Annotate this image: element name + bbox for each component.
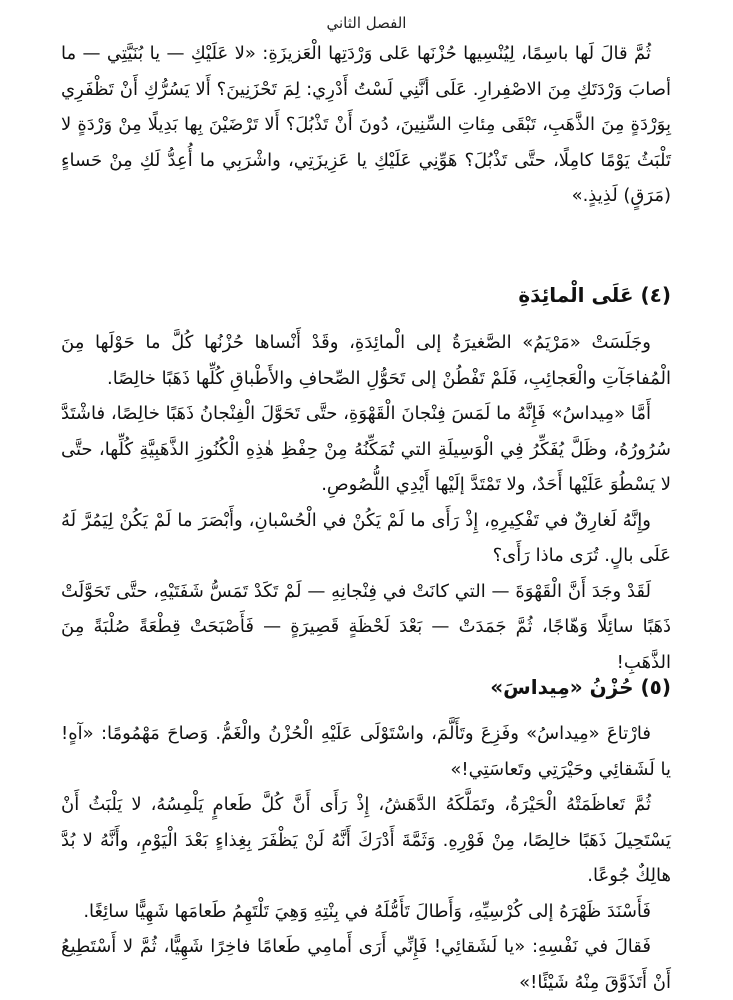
section-heading-5: (٥) حُزْنُ «مِيداسَ» <box>490 675 671 699</box>
paragraph: وإِنَّهُ لَغارِقٌ في تَفْكِيرِهِ، إِذْ رَأَى ما لَمْ يَكُنْ في الْحُسْبانِ، وأَبْصَرَ ما لَمْ يَكُنْ لِيَمُرَّ لَهُ عَلَى بالٍ. تُرَى ماذا رَأَى؟ <box>61 509 671 566</box>
section-heading-4: (٤) عَلَى الْمائِدَةِ <box>518 283 671 307</box>
continued-section <box>61 36 671 214</box>
paragraph: فَقالَ في نَفْسِهِ: «يا لَشَقائِي! فَإِنِّي أَرَى أَمامِي طَعامًا فاخِرًا شَهِيًّا، ثُمَّ لا أَسْتَطِيعُ أَنْ أَتَذَوَّقَ مِنْهُ شَيْئًا!» <box>61 936 671 993</box>
running-head: الفصل الثاني <box>326 14 407 32</box>
paragraph: وجَلَسَتْ «مَرْيَمُ» الصَّغيرَةُ إلى الْمائِدَةِ، وقَدْ أَنْساها حُزْنُها كُلَّ ما حَوْلَها مِنَ الْمُفاجَآتِ والْعَجائِبِ، فَلَمْ تَفْطُنْ إلى تَحَوُّلِ الصِّحافِ والأَطْباقِ كُلِّها ذَهَبًا خالِصًا. <box>61 332 671 389</box>
section-4-body <box>61 325 671 680</box>
section-5-body <box>61 716 671 1000</box>
paragraph: لَقَدْ وجَدَ أَنَّ الْقَهْوَةَ — التي كانَتْ في فِنْجانِهِ — لَمْ تَكَدْ تَمَسُّ شَفَتَيْهِ، حتَّى تَحَوَّلَتْ ذَهَبًا سائِلًا وَهّاجًا، ثُمَّ جَمَدَتْ — بَعْدَ لَحْظَةٍ قَصِيرَةٍ — فَأَصْبَحَتْ قِطْعَةً صُلْبَةً مِنَ الذَّهَبِ! <box>61 580 671 673</box>
paragraph: فَأَسْنَدَ ظَهْرَهُ إلى كُرْسِيِّهِ، وَأَطالَ تَأَمُّلَهُ في بِنْتِهِ وَهِيَ تَلْتَهِمُ طَعامَها شَهِيًّا سائِغًا. <box>83 900 651 922</box>
paragraph: فارْتاعَ «مِيداسُ» وفَزِعَ وتَأَلَّمَ، واسْتَوْلَى عَلَيْهِ الْحُزْنُ والْغَمُّ. وَصاحَ مَهْمُومًا: «آهٍ! يا لَشَقائِي وحَيْرَتِي وتَعاسَتِي!» <box>61 723 671 780</box>
paragraph: ثُمَّ تَعاظَمَتْهُ الْحَيْرَةُ، وتَمَلَّكَهُ الدَّهَشُ، إِذْ رَأَى أَنَّ كُلَّ طَعامٍ يَلْمِسُهُ، لا يَلْبَثُ أَنْ يَسْتَحِيلَ ذَهَبًا خالِصًا، مِنْ فَوْرِهِ. وَثَمَّةَ أَدْرَكَ أَنَّهُ لَنْ يَظْفَرَ بِغِذاءٍ بَعْدَ الْيَوْمِ، وأَنَّهُ لا بُدَّ هالِكٌ جُوعًا. <box>61 794 671 886</box>
paragraph: أَمَّا «مِيداسُ» فَإِنَّهُ ما لَمَسَ فِنْجانَ الْقَهْوَةِ، حتَّى تَحَوَّلَ الْفِنْجانُ ذَهَبًا خالِصًا، فاشْتَدَّ سُرُورُهُ، وظَلَّ يُفَكِّرُ فِي الْوَسِيلَةِ التي تُمَكِّنُهُ مِنْ حِفْظِ هٰذِهِ الْكُنُوزِ الذَّهَبِيَّةِ كُلِّها، حتَّى لا يَسْطُوَ عَلَيْها أَحَدٌ، ولا تَمْتَدَّ إلَيْها أَيْدِي اللُّصُوصِ. <box>61 403 671 495</box>
paragraph: ثُمَّ قالَ لَها باسِمًا، لِيُنْسِيها حُزْنَها عَلى وَرْدَتِها الْعَزيزَةِ: «لا عَلَيْكِ — يا بُنَيَّتِي — ما أصابَ وَرْدَتَكِ مِنَ الاصْفِرارِ. عَلَى أنَّنِي لَسْتُ أَدْرِي: لِمَ تَحْزَنِينَ؟ أَلا يَسُرُّكِ أَنْ تَظْفَرِي بِوَرْدَةٍ مِنَ الذَّهَبِ، تَبْقَى مِئاتِ السِّنِينَ، دُونَ أَنْ تَذْبُلَ؟ أَلا تَرْضَيْنَ بِها بَدِيلًا مِنْ وَرْدَةٍ لا تَلْبَثُ يَوْمًا كامِلًا، حتَّى تَذْبُلَ؟ هَوِّنِي عَلَيْكِ يا عَزِيزَتِي، واشْرَبِي ما أُعِدُّ لَكِ مِنْ حَساءٍ (مَرَقٍ) لَذِيذٍ.» <box>61 43 671 206</box>
